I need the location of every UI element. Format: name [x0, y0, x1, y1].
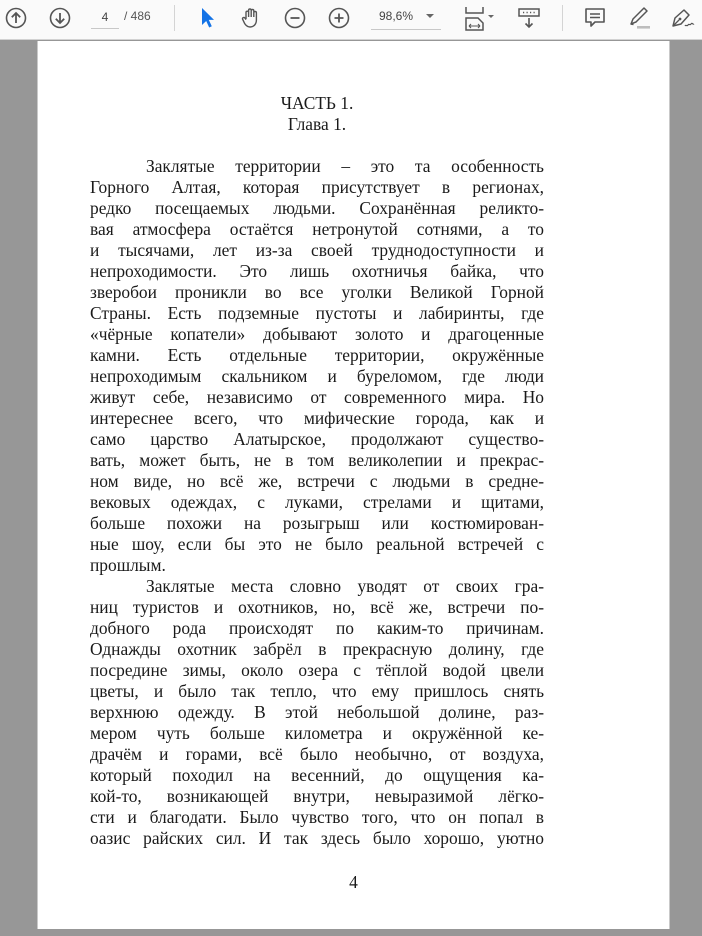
- paragraph: [90, 156, 544, 576]
- toolbar-divider: [562, 5, 563, 31]
- zoom-out-button[interactable]: [283, 0, 307, 36]
- text-line: непроходимости. Это лишь охотничья байка, что: [90, 261, 544, 281]
- text-line: вая атмосфера остаётся нетронутой сотнями, а то: [90, 219, 544, 239]
- text-line: Страны. Есть подземные пустоты и лабиринты, где: [90, 303, 544, 323]
- select-tool-button[interactable]: [196, 0, 220, 36]
- comment-button[interactable]: [582, 0, 608, 36]
- body-paragraphs: [90, 156, 544, 849]
- text-line: Заклятые территории – это та особенность: [146, 156, 544, 176]
- previous-page-button[interactable]: [4, 0, 28, 36]
- scroll-mode-icon: [517, 6, 541, 30]
- highlighter-pen-icon: [626, 6, 652, 30]
- text-line: кой-то, возникающей внутри, невыразимой лёгко-: [90, 786, 544, 806]
- text-line: «чёрные копатели» добывают золото и драгоценные: [90, 324, 544, 344]
- text-line: ниц туристов и охотников, но, всё же, встречи по-: [90, 597, 544, 617]
- text-line: сти и благодати. Было чувство того, что он попал в: [90, 807, 544, 827]
- text-line: верхнюю одежду. В этой небольшой долине, раз-: [90, 702, 544, 722]
- comment-icon: [583, 6, 607, 30]
- text-line: который походил на весенний, до ощущения ка-: [90, 765, 544, 785]
- text-line: вать, может быть, не в том великолепии и прекрас-: [90, 450, 544, 470]
- plus-circle-icon: [328, 7, 350, 29]
- hand-tool-button[interactable]: [238, 0, 264, 36]
- zoom-level-value: 98,6%: [379, 9, 414, 23]
- zoom-level-select[interactable]: [371, 6, 441, 30]
- text-line: ные шоу, если бы это не было реальной встречей с: [90, 534, 544, 554]
- cursor-arrow-icon: [199, 7, 217, 29]
- hand-pan-icon: [239, 6, 263, 30]
- text-line: Однажды охотник забрёл в прекрасную долину, где: [90, 639, 544, 659]
- scroll-mode-button[interactable]: [516, 0, 542, 36]
- chapter-title: Глава 1.: [287, 114, 347, 134]
- fit-page-icon: [462, 5, 496, 31]
- text-line: живут себе, независимо от современного мира. Но: [90, 387, 544, 407]
- zoom-in-button[interactable]: [327, 0, 351, 36]
- toolbar-divider: [174, 5, 175, 31]
- text-line: цветы, и было так тепло, что ему пришлось снять: [90, 681, 544, 701]
- text-line: и тысячами, лет из-за своей труднодоступности и: [90, 240, 544, 260]
- document-page: [37, 41, 670, 929]
- text-line: Заклятые места словно уводят от своих гра-: [146, 576, 544, 596]
- page-number-footer: 4: [349, 872, 358, 892]
- text-line: камни. Есть отдельные территории, окружённые: [90, 345, 544, 365]
- toolbar: [0, 0, 702, 40]
- text-line: Горного Алтая, которая присутствует в регионах,: [90, 177, 544, 197]
- text-line: ном виде, но всё же, встречи с людьми в средне-: [90, 471, 544, 491]
- text-line: больше похожи на розыгрыш или костюмирован-: [90, 513, 544, 533]
- text-line: посредине зимы, около озера с тёплой водой цвели: [90, 660, 544, 680]
- next-page-button[interactable]: [48, 0, 72, 36]
- chevron-down-icon: [426, 14, 434, 18]
- page-text: [90, 93, 544, 849]
- arrow-down-circle-icon: [49, 7, 71, 29]
- part-title: ЧАСТЬ 1.: [280, 93, 354, 113]
- minus-circle-icon: [284, 7, 306, 29]
- total-pages: / 486: [124, 9, 151, 23]
- text-line: вековых одеждах, с луками, стрелами и щитами,: [90, 492, 544, 512]
- text-line: оазис райских сил. И так здесь было хорошо, уютно: [90, 828, 544, 848]
- highlight-button[interactable]: [625, 0, 653, 36]
- text-line: редко посещаемых людьми. Сохранённая реликто-: [90, 198, 544, 218]
- text-line: драчём и горами, всё было необычно, от воздуха,: [90, 744, 544, 764]
- fit-page-button[interactable]: [461, 0, 497, 36]
- text-line: прошлым.: [90, 555, 166, 575]
- text-line: непроходимым скальником и буреломом, где люди: [90, 366, 544, 386]
- text-line: интереснее всего, что мифические города, как и: [90, 408, 544, 428]
- fountain-pen-sign-icon: [669, 6, 697, 30]
- page-number-input[interactable]: [91, 6, 119, 29]
- text-line: само царство Алатырское, продолжают существо-: [90, 429, 544, 449]
- text-line: мером чуть больше километра и окружённой ке-: [90, 723, 544, 743]
- text-line: зверобои проникли во все уголки Великой Горной: [90, 282, 544, 302]
- sign-button[interactable]: [668, 0, 698, 36]
- paragraph: [90, 576, 544, 849]
- text-line: добного рода происходят по каким-то причинам.: [90, 618, 544, 638]
- arrow-up-circle-icon: [5, 7, 27, 29]
